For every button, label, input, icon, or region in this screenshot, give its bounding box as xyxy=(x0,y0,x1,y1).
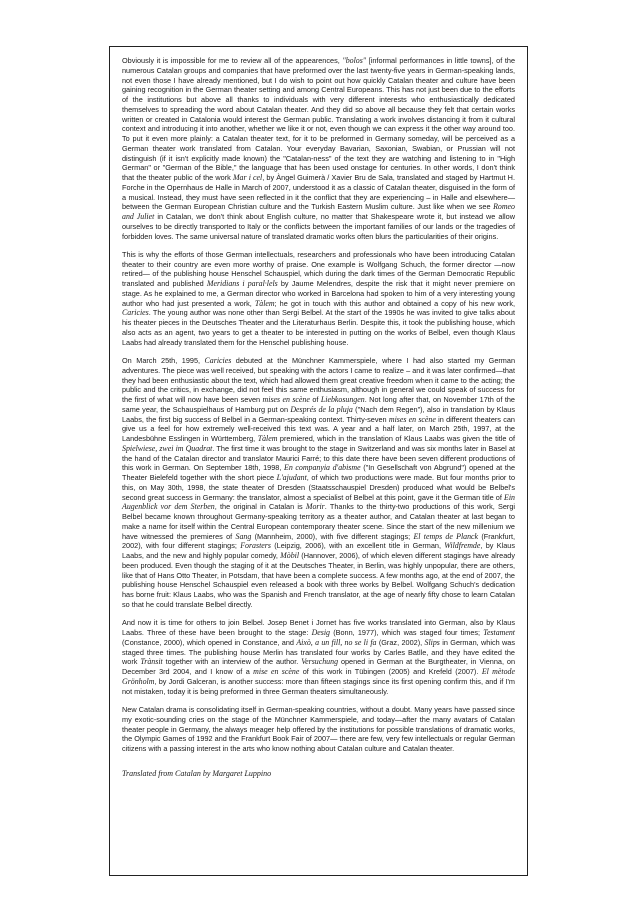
italic-title: mise en scène xyxy=(253,667,300,677)
text-run: (Bonn, 1977), which was staged four times; xyxy=(330,628,484,638)
italic-title: Morir xyxy=(305,502,325,512)
italic-title: El mètode Grönholm xyxy=(122,667,515,686)
italic-title: En companyia d'abisme xyxy=(284,463,361,473)
text-run: in different theaters can give us a feel for how extremely well-received this text was. A year and a half later, on March 25th, 1997, at the Landesbühne Esslingen in Württemberg, xyxy=(122,414,515,444)
text-run: This is why the efforts of those German intellectuals, researchers and professionals who have been introducing Catalan theater to their country are even more worthy of praise. One example is Wolfgang Schuch, the former director —now retired— of the publishing house Henschel Schauspiel, which during the dark times of the German Democratic Republic translated and published xyxy=(122,249,515,289)
italic-title: Això, a un fill, no se li fa xyxy=(296,637,377,647)
text-run: debuted at the Münchner Kammerspiele, where I had also started my German adventures. The piece was well received, but speaking with the actors I came to realize – and it was later confirmed—that they had been enthusiastic about the text, which had allowed them great creative freedom when it came to the acting; the public and the critics, in exchange, did not feel this same enthusiasm, although in general we could speak of success for the first of what will now have been seven xyxy=(122,356,515,405)
paragraph-2 xyxy=(122,250,515,348)
italic-title: El temps de Planck xyxy=(413,531,479,541)
text-run: . The young author was none other than Sergi Belbel. At the start of the 1990s he was invited to give talks about his theater pieces in the Deutsches Theater and the Literaturhaus Berlin. Despite this, it took the publishing house, which also acts as an agent, two years to get a theater to be interested in putting on the works of Belbel, even though Klaus Laabs had already translated them for the Henschel publishing house. xyxy=(122,308,515,347)
italic-title: Romeo and Juliet xyxy=(122,202,515,221)
paragraph-3 xyxy=(122,356,515,610)
italic-title: mises en scène xyxy=(388,414,436,424)
text-run: (Leipzig, 2006), with an excellent title in German, xyxy=(270,541,445,551)
text-run: (Graz, 2002), xyxy=(376,637,425,647)
text-run: of this work in Tübingen (2005) and Krefeld (2007). xyxy=(299,667,482,677)
text-run: together with an interview of the author. xyxy=(162,657,302,667)
italic-title: mises en scène xyxy=(262,395,310,405)
text-run: , the original in Catalan is xyxy=(214,502,306,512)
paragraph-4 xyxy=(122,618,515,696)
text-run: in German, which was staged three times. The publishing house Merlin has translated four works by Carles Batlle, and they have edited the work xyxy=(122,637,516,667)
italic-title: Caricies xyxy=(122,308,149,318)
text-run: On March 25th, 1995, xyxy=(122,356,205,366)
italic-title: Tàlem xyxy=(254,298,275,308)
text-run: , by Àngel Guimerà / Xavier Bru de Sala, translated and staged by Hartmut H. Forche in the Opernhaus de Halle in March of 2007, understood it as a classic of Catalan theater, disguised in the form of a musical. Instead, they must have seen reflected in it the conflict that they are experiencing – in Halle and elsewhere—between the German European Christian culture and the Turkish Eastern Muslim culture. Just like when we see xyxy=(122,173,515,212)
text-run: (Constance, 2000), which opened in Constance, and xyxy=(122,637,297,647)
paragraph-1 xyxy=(122,56,515,241)
text-run: [informal performances in little towns], of the numerous Catalan groups and companies that have preformed over the last twenty-five years in German-speaking lands, not even those I have already mentioned, but I do wish to point out how quickly Catalan theater and culture have been gaining recognition in the German theater setting and among Central Europeans. This has not just been due to the efforts of the institutions but above all thanks to individuals with very different interests who enthusiastically dedicated themselves to spreading the word about Catalan theater. And they did so above all because they felt that certain works written or created in Catalonia would interest the German public. Translating a work involves distancing it from it cultural context and introducing it into another, whether we like it or not, even though we can express it the other way around too. To put it even more plainly: a Catalan theater text, for it to be preformed in Germany someday, will be perceived as a German theater work translated from Catalan. Your everyday Bavarian, Saxonian, Swabian, or Prussian will not distinguish (if it isn't explicitly made known) the "Catalan-ness" of the text they are watching and listening to in "High German" or "German of the Bible," the language that has been used onstage for centuries. In other words, I don't think that the theater public of the work xyxy=(122,56,515,182)
text-run: opened in German at the Burgtheater, in Vienna, on December 3rd 2004, and I know of a xyxy=(122,657,516,677)
italic-title: Mòbil xyxy=(280,551,300,561)
translator-credit: Translated from Catalan by Margaret Luppino xyxy=(122,768,272,778)
italic-title: Spielwiese, zwei im Quadrat xyxy=(122,443,213,453)
text-run: ; he got in touch with this author and obtained a copy of his new work, xyxy=(274,298,515,308)
italic-title: Liebkosungen xyxy=(320,395,365,405)
text-run: premiered, which in the translation of Klaus Laabs was given the title of xyxy=(277,434,516,444)
italic-title: Mar i cel xyxy=(232,173,263,182)
italic-title: Forasters xyxy=(240,541,271,551)
italic-title: Meridians i paral·lels xyxy=(206,279,278,289)
italic-title: Ein Augenblick vor dem Sterben xyxy=(122,492,515,512)
text-run: . Not long after that, on November 17th of the same year, the Schauspielhaus of Hamburg put on xyxy=(122,395,515,414)
text-run: (Hannover, 2006), of which eleven different stagings have already been produced. Even though the staging of it at the Deutsches Theater, in Berlin, was highly unpopular, there are others, like that of Hans Otto Theater, in Potsdam, that have been a complete success. A few months ago, at the end of 2007, the publishing house Henschel Schauspiel even released a book with three works by Belbel. Wolfgang Schuch's dedication has borne fruit: Klaus Laabs, who was the Spanish and French translator, at the age of nearly fifty chose to learn Catalan so that he could translate Belbel directly. xyxy=(122,551,515,609)
text-run: in Catalan, we don't think about English culture, no matter that Shakespeare wrote it, but instead we allow ourselves to be directly transported to Italy or the conflicts between the important families of our lands or the tragedies of forbidden loves. The same universal nature of translated dramatic works often blurs the particularities of their origins. xyxy=(122,212,515,241)
text-run: New Catalan drama is consolidating itself in German-speaking countries, without a doubt. Many years have passed since my exotic-sounding cries on the stage of the Münchner Kammerspiele, and today—after the many avatars of Catalan theater people in Germany, the always meager help offered by the institutions for possible translations of dramatic works, the Olympic Games of 1992 and the Frankfurt Book Fair of 2007— there are few, very few intellectuals or regular German citizens with a passing interest in the arts who know nothing about Catalan culture and Catalan theater. xyxy=(122,705,515,753)
text-run: , of which two productions were made. But four months prior to this, on May 30th, 1998, the state theater of Dresden (Staatsschauspiel Dresden) produced what would be Belbel's second great success in Germany: the translator, almost a specialist of Belbel at this point, gave it the German title of xyxy=(122,473,516,502)
text-run: of xyxy=(309,395,321,405)
italic-title: L'ajudant xyxy=(276,473,307,483)
text-run: ("Nach dem Regen"), also in translation by Klaus Laabs, the first big success of Belbel in a German-speaking context. Thirty-seven xyxy=(122,404,515,424)
italic-title: Slips xyxy=(424,637,440,647)
italic-title: Wildfremde xyxy=(444,541,481,551)
italic-title: Després de la pluja xyxy=(290,404,353,414)
paragraph-5 xyxy=(122,705,515,754)
italic-title: Versuchung xyxy=(301,657,339,667)
italic-title: Trànsit xyxy=(140,657,163,667)
text-run: (Frankfurt, 2002), with four different stagings; xyxy=(122,531,516,551)
text-run: . The first time it was brought to the stage in Switzerland and was six months later in Basel at the hand of the Catalan director and translator Maurici Farré; to this date there have been seven different productions of this work in German. On September 18th, 1998, xyxy=(122,443,515,473)
text-run: And now it is time for others to join Belbel. Josep Benet i Jornet has five works translated into German, also by Klaus Laabs. Three of these have been brought to the stage: xyxy=(122,618,515,638)
italic-title: Testament xyxy=(483,628,515,638)
italic-title: Caricies xyxy=(204,356,232,366)
italic-title: Tàlem xyxy=(257,434,278,444)
text-run: Obviously it is impossible for me to review all of the appearences, xyxy=(122,56,343,65)
italic-title: "bolos" xyxy=(342,56,367,65)
italic-title: Sang xyxy=(235,531,252,541)
italic-title: Desig xyxy=(311,628,330,638)
text-run: . Thanks to the thirty-two productions of this work, Sergi Belbel became known throughout Germany-speaking territory as a theater author, and Catalan theater at last began to make a name for itself within the Central European contemporary theater scene. Since the start of the new millenium we have witnessed the premieres of xyxy=(122,502,516,541)
text-run: , by Jordi Galceran, is another success: more than fifteen stagings since its first opening confirm this, and if I'm not mistaken, today it is being preformed in three German theaters simultaneously. xyxy=(122,676,515,696)
text-run: ("In Gesellschaft von Abgrund") opened at the Theater Bielefeld together with the short piece xyxy=(122,463,515,483)
text-run: by Jaume Melendres, despite the risk that it might never premiere on stage. As he explained to me, a German director who worked in Barcelona had spoken to him of a very interesting young author who had just presented a work, xyxy=(122,279,515,308)
article-body xyxy=(122,56,515,779)
text-run: (Mannheim, 2000), with five different stagings; xyxy=(251,531,414,541)
text-run: , by Klaus Laabs, and the new and highly popular comedy, xyxy=(122,541,515,561)
